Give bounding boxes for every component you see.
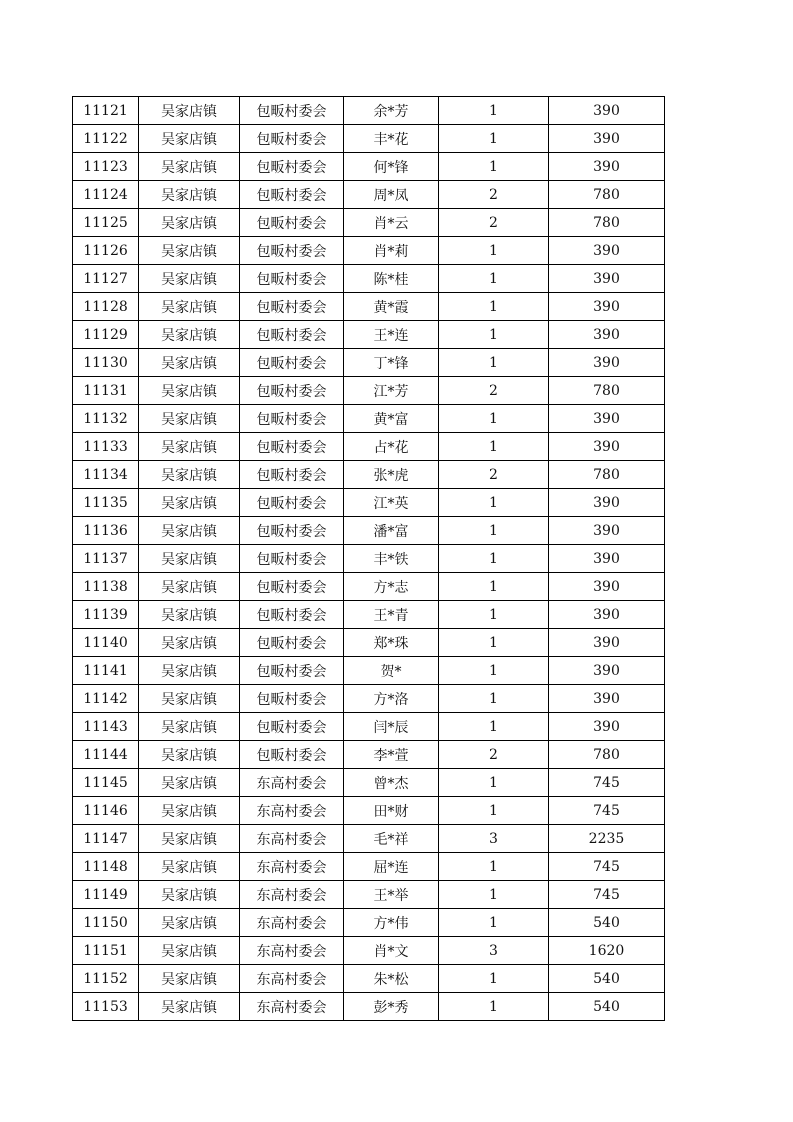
household-count-cell: 1 (439, 405, 549, 433)
name-cell: 贺* (344, 657, 439, 685)
record-number-cell: 11123 (73, 153, 139, 181)
amount-cell: 540 (549, 993, 665, 1021)
town-cell: 吴家店镇 (139, 573, 240, 601)
household-count-cell: 3 (439, 937, 549, 965)
name-cell: 肖*云 (344, 209, 439, 237)
amount-cell: 2235 (549, 825, 665, 853)
name-cell: 占*花 (344, 433, 439, 461)
household-count-cell: 1 (439, 713, 549, 741)
table-row (73, 433, 665, 461)
town-cell: 吴家店镇 (139, 825, 240, 853)
amount-cell: 780 (549, 181, 665, 209)
village-committee-cell: 东高村委会 (240, 853, 344, 881)
village-committee-cell: 包畈村委会 (240, 321, 344, 349)
town-cell: 吴家店镇 (139, 853, 240, 881)
table-row (73, 461, 665, 489)
town-cell: 吴家店镇 (139, 797, 240, 825)
town-cell: 吴家店镇 (139, 909, 240, 937)
town-cell: 吴家店镇 (139, 657, 240, 685)
amount-cell: 390 (549, 657, 665, 685)
village-committee-cell: 包畈村委会 (240, 405, 344, 433)
town-cell: 吴家店镇 (139, 321, 240, 349)
amount-cell: 390 (549, 321, 665, 349)
record-number-cell: 11139 (73, 601, 139, 629)
name-cell: 方*伟 (344, 909, 439, 937)
household-count-cell: 1 (439, 993, 549, 1021)
record-number-cell: 11146 (73, 797, 139, 825)
household-count-cell: 1 (439, 321, 549, 349)
name-cell: 黄*霞 (344, 293, 439, 321)
household-count-cell: 1 (439, 601, 549, 629)
village-committee-cell: 包畈村委会 (240, 713, 344, 741)
town-cell: 吴家店镇 (139, 125, 240, 153)
amount-cell: 745 (549, 853, 665, 881)
town-cell: 吴家店镇 (139, 517, 240, 545)
name-cell: 陈*桂 (344, 265, 439, 293)
amount-cell: 390 (549, 125, 665, 153)
village-committee-cell: 东高村委会 (240, 993, 344, 1021)
town-cell: 吴家店镇 (139, 349, 240, 377)
table-row (73, 601, 665, 629)
table-row (73, 713, 665, 741)
table-row (73, 349, 665, 377)
table-row (73, 209, 665, 237)
record-number-cell: 11152 (73, 965, 139, 993)
town-cell: 吴家店镇 (139, 237, 240, 265)
household-count-cell: 1 (439, 265, 549, 293)
village-committee-cell: 东高村委会 (240, 825, 344, 853)
village-committee-cell: 包畈村委会 (240, 153, 344, 181)
household-count-cell: 1 (439, 797, 549, 825)
village-committee-cell: 包畈村委会 (240, 181, 344, 209)
town-cell: 吴家店镇 (139, 965, 240, 993)
name-cell: 潘*富 (344, 517, 439, 545)
village-committee-cell: 包畈村委会 (240, 377, 344, 405)
table-row (73, 685, 665, 713)
village-committee-cell: 包畈村委会 (240, 293, 344, 321)
name-cell: 曾*杰 (344, 769, 439, 797)
village-committee-cell: 包畈村委会 (240, 433, 344, 461)
name-cell: 田*财 (344, 797, 439, 825)
town-cell: 吴家店镇 (139, 741, 240, 769)
name-cell: 肖*文 (344, 937, 439, 965)
town-cell: 吴家店镇 (139, 993, 240, 1021)
table-row (73, 153, 665, 181)
record-number-cell: 11137 (73, 545, 139, 573)
household-count-cell: 2 (439, 377, 549, 405)
table-row (73, 993, 665, 1021)
table-row (73, 909, 665, 937)
household-count-cell: 1 (439, 433, 549, 461)
amount-cell: 745 (549, 797, 665, 825)
village-committee-cell: 东高村委会 (240, 881, 344, 909)
town-cell: 吴家店镇 (139, 181, 240, 209)
name-cell: 周*凤 (344, 181, 439, 209)
record-number-cell: 11122 (73, 125, 139, 153)
amount-cell: 390 (549, 685, 665, 713)
village-committee-cell: 东高村委会 (240, 965, 344, 993)
household-count-cell: 1 (439, 629, 549, 657)
record-number-cell: 11151 (73, 937, 139, 965)
table-row (73, 937, 665, 965)
town-cell: 吴家店镇 (139, 265, 240, 293)
amount-cell: 780 (549, 741, 665, 769)
amount-cell: 540 (549, 965, 665, 993)
amount-cell: 390 (549, 545, 665, 573)
household-count-cell: 1 (439, 125, 549, 153)
village-committee-cell: 包畈村委会 (240, 517, 344, 545)
village-committee-cell: 包畈村委会 (240, 97, 344, 125)
table-row (73, 405, 665, 433)
record-number-cell: 11130 (73, 349, 139, 377)
record-number-cell: 11143 (73, 713, 139, 741)
name-cell: 丰*花 (344, 125, 439, 153)
name-cell: 郑*珠 (344, 629, 439, 657)
village-committee-cell: 包畈村委会 (240, 629, 344, 657)
name-cell: 李*萱 (344, 741, 439, 769)
village-committee-cell: 包畈村委会 (240, 601, 344, 629)
household-count-cell: 2 (439, 209, 549, 237)
village-committee-cell: 东高村委会 (240, 909, 344, 937)
table-row (73, 97, 665, 125)
village-committee-cell: 东高村委会 (240, 937, 344, 965)
name-cell: 方*洛 (344, 685, 439, 713)
household-count-cell: 1 (439, 293, 549, 321)
table-row (73, 181, 665, 209)
town-cell: 吴家店镇 (139, 377, 240, 405)
record-number-cell: 11125 (73, 209, 139, 237)
household-count-cell: 1 (439, 881, 549, 909)
amount-cell: 390 (549, 713, 665, 741)
amount-cell: 390 (549, 489, 665, 517)
amount-cell: 745 (549, 881, 665, 909)
data-table (72, 96, 665, 1021)
name-cell: 肖*莉 (344, 237, 439, 265)
name-cell: 江*芳 (344, 377, 439, 405)
name-cell: 丰*铁 (344, 545, 439, 573)
household-count-cell: 3 (439, 825, 549, 853)
table-row (73, 797, 665, 825)
town-cell: 吴家店镇 (139, 881, 240, 909)
table-row (73, 517, 665, 545)
name-cell: 黄*富 (344, 405, 439, 433)
name-cell: 王*举 (344, 881, 439, 909)
village-committee-cell: 包畈村委会 (240, 685, 344, 713)
village-committee-cell: 包畈村委会 (240, 209, 344, 237)
record-number-cell: 11126 (73, 237, 139, 265)
household-count-cell: 1 (439, 545, 549, 573)
table-row (73, 265, 665, 293)
town-cell: 吴家店镇 (139, 293, 240, 321)
table-row (73, 853, 665, 881)
name-cell: 丁*锋 (344, 349, 439, 377)
amount-cell: 390 (549, 97, 665, 125)
household-count-cell: 1 (439, 489, 549, 517)
town-cell: 吴家店镇 (139, 405, 240, 433)
household-count-cell: 1 (439, 909, 549, 937)
amount-cell: 745 (549, 769, 665, 797)
amount-cell: 390 (549, 293, 665, 321)
amount-cell: 390 (549, 349, 665, 377)
name-cell: 屈*连 (344, 853, 439, 881)
amount-cell: 780 (549, 461, 665, 489)
name-cell: 方*志 (344, 573, 439, 601)
name-cell: 何*锋 (344, 153, 439, 181)
table-row (73, 965, 665, 993)
table-body (73, 97, 665, 1021)
record-number-cell: 11153 (73, 993, 139, 1021)
town-cell: 吴家店镇 (139, 209, 240, 237)
record-number-cell: 11124 (73, 181, 139, 209)
table-row (73, 377, 665, 405)
household-count-cell: 1 (439, 97, 549, 125)
household-count-cell: 1 (439, 853, 549, 881)
amount-cell: 390 (549, 433, 665, 461)
table-row (73, 125, 665, 153)
household-count-cell: 2 (439, 181, 549, 209)
town-cell: 吴家店镇 (139, 685, 240, 713)
town-cell: 吴家店镇 (139, 97, 240, 125)
record-number-cell: 11135 (73, 489, 139, 517)
record-number-cell: 11149 (73, 881, 139, 909)
record-number-cell: 11131 (73, 377, 139, 405)
record-number-cell: 11136 (73, 517, 139, 545)
town-cell: 吴家店镇 (139, 713, 240, 741)
village-committee-cell: 包畈村委会 (240, 657, 344, 685)
town-cell: 吴家店镇 (139, 153, 240, 181)
household-count-cell: 2 (439, 741, 549, 769)
amount-cell: 540 (549, 909, 665, 937)
table-row (73, 825, 665, 853)
village-committee-cell: 包畈村委会 (240, 545, 344, 573)
table-row (73, 881, 665, 909)
amount-cell: 390 (549, 629, 665, 657)
household-count-cell: 1 (439, 237, 549, 265)
town-cell: 吴家店镇 (139, 461, 240, 489)
village-committee-cell: 东高村委会 (240, 769, 344, 797)
table-row (73, 769, 665, 797)
household-count-cell: 1 (439, 573, 549, 601)
record-number-cell: 11133 (73, 433, 139, 461)
town-cell: 吴家店镇 (139, 769, 240, 797)
household-count-cell: 1 (439, 349, 549, 377)
record-number-cell: 11141 (73, 657, 139, 685)
amount-cell: 390 (549, 405, 665, 433)
table-row (73, 545, 665, 573)
record-number-cell: 11138 (73, 573, 139, 601)
table-row (73, 237, 665, 265)
name-cell: 王*连 (344, 321, 439, 349)
village-committee-cell: 包畈村委会 (240, 573, 344, 601)
town-cell: 吴家店镇 (139, 601, 240, 629)
name-cell: 王*青 (344, 601, 439, 629)
town-cell: 吴家店镇 (139, 545, 240, 573)
amount-cell: 780 (549, 377, 665, 405)
name-cell: 余*芳 (344, 97, 439, 125)
town-cell: 吴家店镇 (139, 489, 240, 517)
town-cell: 吴家店镇 (139, 433, 240, 461)
village-committee-cell: 包畈村委会 (240, 125, 344, 153)
table-row (73, 657, 665, 685)
name-cell: 彭*秀 (344, 993, 439, 1021)
village-committee-cell: 东高村委会 (240, 797, 344, 825)
record-number-cell: 11150 (73, 909, 139, 937)
household-count-cell: 1 (439, 517, 549, 545)
village-committee-cell: 包畈村委会 (240, 489, 344, 517)
household-count-cell: 1 (439, 685, 549, 713)
record-number-cell: 11142 (73, 685, 139, 713)
name-cell: 闫*辰 (344, 713, 439, 741)
record-number-cell: 11147 (73, 825, 139, 853)
amount-cell: 390 (549, 573, 665, 601)
amount-cell: 390 (549, 153, 665, 181)
table-row (73, 321, 665, 349)
record-number-cell: 11134 (73, 461, 139, 489)
village-committee-cell: 包畈村委会 (240, 349, 344, 377)
record-number-cell: 11127 (73, 265, 139, 293)
table-row (73, 741, 665, 769)
amount-cell: 390 (549, 265, 665, 293)
household-count-cell: 2 (439, 461, 549, 489)
table-row (73, 489, 665, 517)
amount-cell: 390 (549, 517, 665, 545)
record-number-cell: 11132 (73, 405, 139, 433)
town-cell: 吴家店镇 (139, 937, 240, 965)
household-count-cell: 1 (439, 657, 549, 685)
table-row (73, 629, 665, 657)
record-number-cell: 11129 (73, 321, 139, 349)
amount-cell: 1620 (549, 937, 665, 965)
record-number-cell: 11140 (73, 629, 139, 657)
record-number-cell: 11144 (73, 741, 139, 769)
name-cell: 江*英 (344, 489, 439, 517)
name-cell: 朱*松 (344, 965, 439, 993)
table-row (73, 293, 665, 321)
table-row (73, 573, 665, 601)
village-committee-cell: 包畈村委会 (240, 461, 344, 489)
record-number-cell: 11145 (73, 769, 139, 797)
record-number-cell: 11148 (73, 853, 139, 881)
record-number-cell: 11121 (73, 97, 139, 125)
household-count-cell: 1 (439, 153, 549, 181)
amount-cell: 390 (549, 601, 665, 629)
household-count-cell: 1 (439, 965, 549, 993)
household-count-cell: 1 (439, 769, 549, 797)
town-cell: 吴家店镇 (139, 629, 240, 657)
name-cell: 张*虎 (344, 461, 439, 489)
name-cell: 毛*祥 (344, 825, 439, 853)
village-committee-cell: 包畈村委会 (240, 237, 344, 265)
amount-cell: 390 (549, 237, 665, 265)
village-committee-cell: 包畈村委会 (240, 741, 344, 769)
amount-cell: 780 (549, 209, 665, 237)
record-number-cell: 11128 (73, 293, 139, 321)
village-committee-cell: 包畈村委会 (240, 265, 344, 293)
